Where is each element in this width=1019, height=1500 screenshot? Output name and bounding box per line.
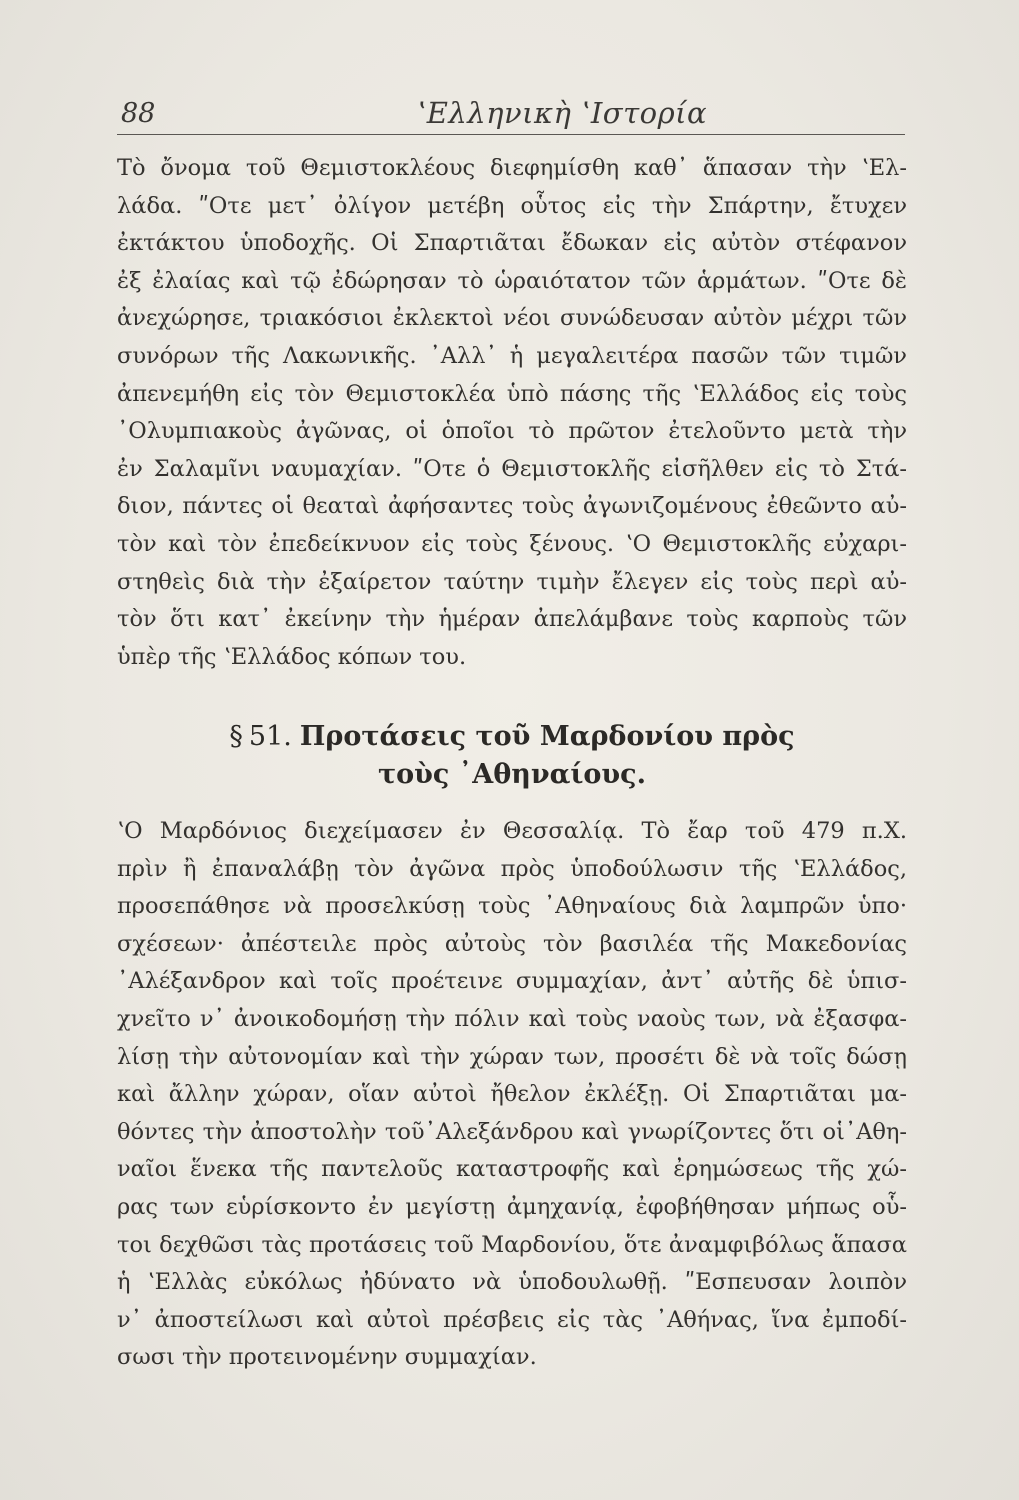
- text-line: θόντες τὴν ἀποστολὴν τοῦ᾿Αλεξάνδρου καὶ γνωρίζοντες ὅτι οἱ᾿Αθη-: [117, 1118, 907, 1145]
- text-line: τὸν ὅτι κατ᾽ ἐκείνην τὴν ἡμέραν ἀπελάμβανε τοὺς καρποὺς τῶν: [117, 606, 907, 633]
- page-number: 88: [121, 98, 156, 129]
- text-line: ᾿Αλέξανδρον καὶ τοῖς προέτεινε συμμαχίαν, ἀντ᾽ αὐτῆς δὲ ὑπισ-: [117, 968, 907, 995]
- section-heading-line-2: [117, 756, 907, 794]
- section-number: 51.: [248, 721, 292, 752]
- text-line: πρὶν ἢ ἐπαναλάβῃ τὸν ἀγῶνα πρὸς ὑποδούλωσιν τῆς ʽΕλλάδος,: [117, 855, 907, 882]
- text-line: ναῖοι ἕνεκα τῆς παντελοῦς καταστροφῆς καὶ ἐρημώσεως τῆς χώ-: [117, 1156, 907, 1183]
- text-line: ἐν Σαλαμῖνι ναυμαχίαν. ʺΟτε ὁ Θεμιστοκλῆς εἰσῆλθεν εἰς τὸ Στά-: [117, 455, 907, 482]
- section-heading-line-1: [117, 718, 907, 756]
- text-line: ὑπὲρ τῆς ʽΕλλάδος κόπων του.: [117, 643, 467, 670]
- text-line: λάδα. ʺΟτε μετ᾽ ὀλίγον μετέβη οὗτος εἰς τὴν Σπάρτην, ἔτυχεν: [117, 192, 907, 219]
- text-line: σωσι τὴν προτεινομένην συμμαχίαν.: [117, 1344, 537, 1371]
- text-line: τὸν καὶ τὸν ἐπεδείκνυον εἰς τοὺς ξένους. ʽΟ Θεμιστοκλῆς εὐχαρι-: [117, 530, 907, 557]
- text-line: ν᾽ ἀποστείλωσι καὶ αὐτοὶ πρέσβεις εἰς τὰς ᾿Αθήνας, ἵνα ἐμποδί-: [117, 1306, 907, 1333]
- text-line: καὶ ἄλλην χώραν, οἵαν αὐτοὶ ἤθελον ἐκλέξῃ. Οἱ Σπαρτιᾶται μα-: [117, 1081, 907, 1108]
- text-line: ἐκτάκτου ὑποδοχῆς. Οἱ Σπαρτιᾶται ἔδωκαν εἰς αὐτὸν στέφανον: [117, 230, 907, 257]
- text-line: ἀνεχώρησε, τριακόσιοι ἐκλεκτοὶ νέοι συνώδευσαν αὐτὸν μέχρι τῶν: [117, 305, 907, 332]
- text-line: διον, πάντες οἱ θεαταὶ ἀφήσαντες τοὺς ἀγωνιζομένους ἐθεῶντο αὐ-: [117, 493, 907, 520]
- paragraph-themistocles-honors: [117, 150, 907, 676]
- header-rule: [117, 134, 905, 135]
- running-title: ʽΕλληνικὴ ʽΙστορία: [417, 96, 708, 130]
- text-line: ἀπενεμήθη εἰς τὸν Θεμιστοκλέα ὑπὸ πάσης τῆς ʽΕλλάδος εἰς τοὺς: [117, 380, 907, 407]
- section-symbol: §: [229, 721, 243, 752]
- text-line: σχέσεων· ἀπέστειλε πρὸς αὐτοὺς τὸν βασιλέα τῆς Μακεδονίας: [117, 930, 907, 957]
- text-line: ἐξ ἐλαίας καὶ τῷ ἐδώρησαν τὸ ὡραιότατον τῶν ἁρμάτων. ʺΟτε δὲ: [117, 267, 907, 294]
- text-line: λίσῃ τὴν αὐτονομίαν καὶ τὴν χώραν των, προσέτι δὲ νὰ τοῖς δώσῃ: [117, 1043, 907, 1070]
- text-line: ᾿Ολυμπιακοὺς ἀγῶνας, οἱ ὁποῖοι τὸ πρῶτον ἐτελοῦντο μετὰ τὴν: [117, 418, 907, 445]
- text-line: ʽΟ Μαρδόνιος διεχείμασεν ἐν Θεσσαλίᾳ. Τὸ ἔαρ τοῦ 479 π.Χ.: [117, 818, 907, 844]
- text-line: Τὸ ὄνομα τοῦ Θεμιστοκλέους διεφημίσθη καθ᾽ ἅπασαν τὴν ʽΕλ-: [117, 155, 907, 181]
- section-title-part-1: Προτάσεις τοῦ Μαρδονίου πρὸς: [299, 721, 795, 752]
- text-line: στηθεὶς διὰ τὴν ἐξαίρετον ταύτην τιμὴν ἔλεγεν εἰς τοὺς περὶ αὐ-: [117, 568, 907, 595]
- section-heading: [117, 718, 907, 794]
- text-line: προσεπάθησε νὰ προσελκύσῃ τοὺς ᾿Αθηναίους διὰ λαμπρῶν ὑπο·: [117, 893, 907, 920]
- text-line: ἡ ʽΕλλὰς εὐκόλως ἠδύνατο νὰ ὑποδουλωθῇ. ʺΕσπευσαν λοιπὸν: [117, 1269, 907, 1296]
- text-line: συνόρων τῆς Λακωνικῆς. ᾿Αλλ᾽ ἡ μεγαλειτέρα πασῶν τῶν τιμῶν: [117, 342, 907, 369]
- paragraph-mardonius-proposals: [117, 813, 907, 1377]
- text-line: χνεῖτο ν᾽ ἀνοικοδομήσῃ τὴν πόλιν καὶ τοὺς ναοὺς των, νὰ ἐξασφα-: [117, 1005, 907, 1032]
- section-title-part-2: τοὺς ᾿Αθηναίους.: [378, 759, 646, 790]
- text-line: ρας των εὑρίσκοντο ἐν μεγίστῃ ἀμηχανίᾳ, ἐφοβήθησαν μήπως οὗ-: [117, 1193, 907, 1220]
- text-line: τοι δεχθῶσι τὰς προτάσεις τοῦ Μαρδονίου, ὅτε ἀναμφιβόλως ἅπασα: [117, 1231, 907, 1258]
- page-header: [117, 94, 905, 138]
